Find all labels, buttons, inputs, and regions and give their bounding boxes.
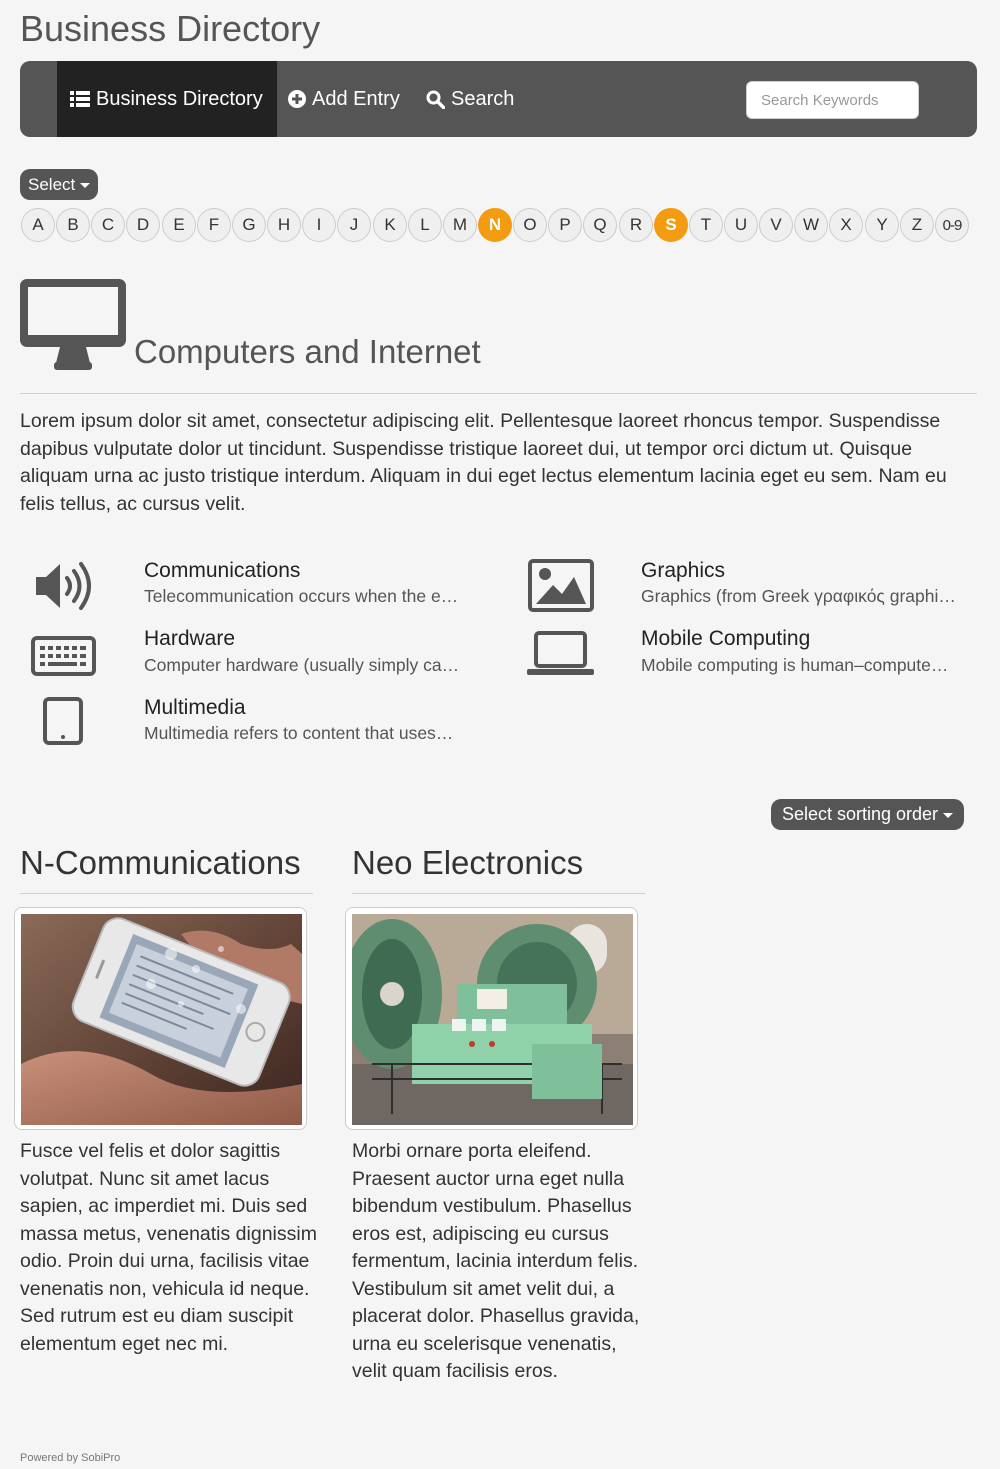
letter-j[interactable]: J xyxy=(337,208,371,242)
search-icon xyxy=(426,90,445,109)
entry-text-n-communications: Fusce vel felis et dolor sagittis volutpat. Nunc sit amet lacus sapien, ac imperdiet mi. Duis sed massa metus, venenatis dignissim odio. Proin dui urna, facilisis vitae venenatis non, vehicula id neque. Sed rutrum est eu diam suscipit elementum eget nec mi. xyxy=(20,1140,317,1355)
subcategory-mobile-computing-desc: Mobile computing is human–compute… xyxy=(641,655,949,675)
letter-v[interactable]: V xyxy=(759,208,793,242)
smartphone-in-hand-photo xyxy=(21,914,302,1125)
letter-d[interactable]: D xyxy=(126,208,160,242)
letter-e[interactable]: E xyxy=(162,208,196,242)
letter-x[interactable]: X xyxy=(829,208,863,242)
subcategory-multimedia-link[interactable]: Multimedia xyxy=(144,696,246,719)
laptop-icon[interactable] xyxy=(527,631,594,676)
nav-business-directory[interactable] xyxy=(57,61,277,137)
letter-f[interactable]: F xyxy=(197,208,231,242)
subcategory-hardware-link[interactable]: Hardware xyxy=(144,627,236,650)
category-divider xyxy=(20,393,977,394)
letter-r[interactable]: R xyxy=(619,208,653,242)
letter-z[interactable]: Z xyxy=(900,208,934,242)
letter-o[interactable]: O xyxy=(513,208,547,242)
letter-p[interactable]: P xyxy=(548,208,582,242)
subcategory-multimedia-desc: Multimedia refers to content that uses… xyxy=(144,723,454,743)
subcategory-mobile-computing-link[interactable]: Mobile Computing xyxy=(641,627,811,650)
letter-t[interactable]: T xyxy=(689,208,723,242)
sort-order-dropdown[interactable] xyxy=(771,799,964,830)
nav-search[interactable] xyxy=(426,61,514,137)
subcategory-graphics-link[interactable]: Graphics xyxy=(641,559,726,582)
subcategory-graphics-desc: Graphics (from Greek γραφικός graphi… xyxy=(641,586,956,606)
list-icon xyxy=(70,90,90,108)
nav-search-label: Search xyxy=(451,87,515,110)
letter-s[interactable]: S xyxy=(654,208,688,242)
caret-down-icon xyxy=(80,183,90,188)
entry-image-n-communications[interactable] xyxy=(14,907,307,1130)
search-keywords-input[interactable] xyxy=(746,81,919,119)
entry-divider xyxy=(352,893,645,894)
category-title: Computers and Internet xyxy=(134,333,481,370)
nav-add-entry-label: Add Entry xyxy=(312,87,400,110)
caret-down-icon xyxy=(943,813,953,818)
nav-business-directory-label: Business Directory xyxy=(96,87,263,110)
footer-powered-by[interactable]: Powered by SobiPro xyxy=(20,1452,121,1464)
nav-add-entry[interactable] xyxy=(288,61,400,137)
letter-m[interactable]: M xyxy=(443,208,477,242)
letter-i[interactable]: I xyxy=(302,208,336,242)
plus-circle-icon xyxy=(288,90,306,108)
letter-c[interactable]: C xyxy=(91,208,125,242)
entry-image-neo-electronics[interactable] xyxy=(345,907,638,1130)
category-description: Lorem ipsum dolor sit amet, consectetur adipiscing elit. Pellentesque laoreet rhoncus tempor. Suspendisse dapibus vulputate dolor ut tincidunt. Suspendisse tristique laoreet dui, ut tempor orci dictum ut. Quisque aliquam urna ac justo tristique interdum. Aliquam in dui eget lectus elementum lacinia eget eu sem. Nam eu felis tellus, ac cursus velit. xyxy=(20,410,947,515)
speaker-icon[interactable] xyxy=(34,561,92,611)
letter-y[interactable]: Y xyxy=(865,208,899,242)
picture-icon[interactable] xyxy=(528,559,594,612)
letter-a[interactable]: A xyxy=(21,208,55,242)
subcategory-hardware-desc: Computer hardware (usually simply ca… xyxy=(144,655,460,675)
main-navbar xyxy=(20,61,977,137)
subcategory-communications-link[interactable]: Communications xyxy=(144,559,301,582)
entry-divider xyxy=(20,893,313,894)
letter-0-9[interactable]: 0-9 xyxy=(935,208,969,242)
select-dropdown-label: Select xyxy=(28,174,76,194)
entry-text-neo-electronics: Morbi ornare porta eleifend. Praesent auctor urna eget nulla bibendum vestibulum. Phasellus eros est, adipiscing eu cursus fermentum, lacinia interdum felis. Vestibulum sit amet velit dui, a placerat dolor. Phasellus gravida, urna eu scelerisque venenatis, velit quam facilisis eros. xyxy=(352,1140,640,1382)
select-dropdown[interactable] xyxy=(20,169,98,200)
letter-n[interactable]: N xyxy=(478,208,512,242)
sort-order-label: Select sorting order xyxy=(781,804,939,824)
letter-g[interactable]: G xyxy=(232,208,266,242)
letter-k[interactable]: K xyxy=(373,208,407,242)
desktop-monitor-icon xyxy=(20,279,126,371)
industrial-machinery-photo xyxy=(352,914,633,1125)
tablet-icon[interactable] xyxy=(43,697,83,745)
letter-q[interactable]: Q xyxy=(583,208,617,242)
entry-title-n-communications[interactable]: N-Communications xyxy=(20,844,301,881)
entry-title-neo-electronics[interactable]: Neo Electronics xyxy=(352,844,584,881)
letter-b[interactable]: B xyxy=(56,208,90,242)
letter-u[interactable]: U xyxy=(724,208,758,242)
letter-w[interactable]: W xyxy=(794,208,828,242)
letter-l[interactable]: L xyxy=(408,208,442,242)
page-title: Business Directory xyxy=(20,8,321,49)
letter-h[interactable]: H xyxy=(267,208,301,242)
keyboard-icon[interactable] xyxy=(31,636,96,676)
subcategory-communications-desc: Telecommunication occurs when the e… xyxy=(144,586,459,606)
